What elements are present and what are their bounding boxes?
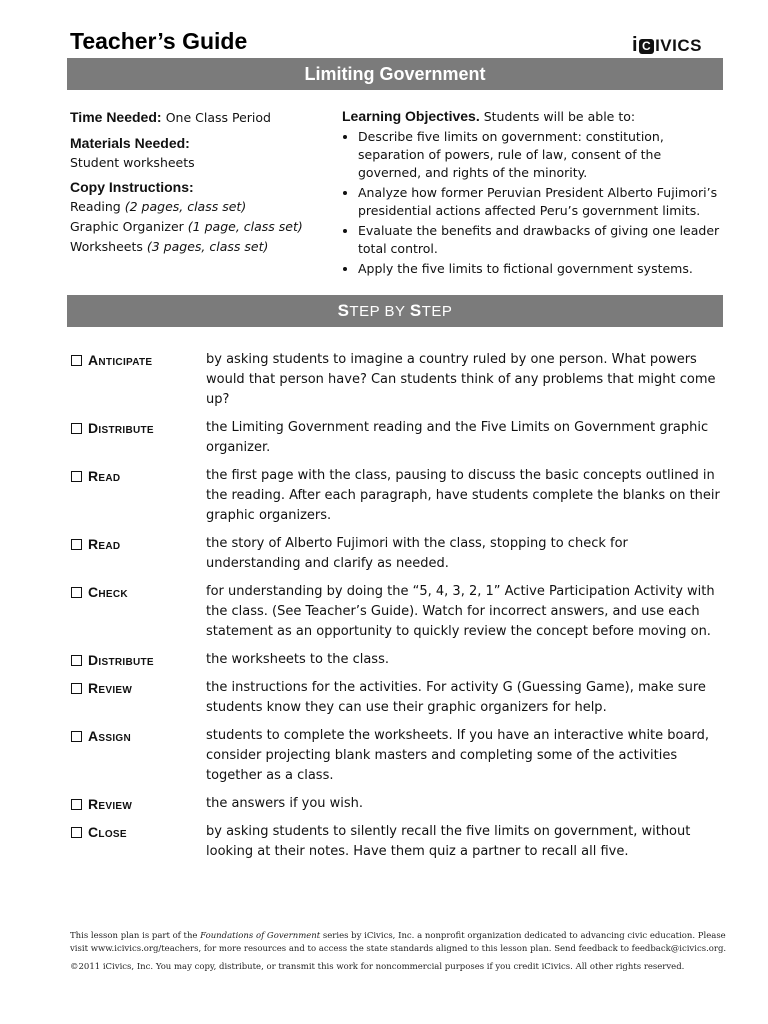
- checkbox-icon[interactable]: [71, 355, 82, 366]
- footer-copyright: ©2011 iCivics, Inc. You may copy, distribute, or transmit this work for noncommercial purposes if you credit iCivics. All other rights reserved.: [70, 962, 685, 972]
- checkbox-icon[interactable]: [71, 655, 82, 666]
- checkbox-icon[interactable]: [71, 731, 82, 742]
- banner-word: TEP: [421, 303, 453, 320]
- copy-item: [70, 237, 320, 257]
- objective-item: • Analyze how former Peruvian President Alberto Fujimori’s presidential actions affected Peru’s government limits.: [358, 184, 727, 220]
- time-value: One Class Period: [165, 110, 271, 125]
- step-verb: [70, 582, 206, 642]
- checkbox-icon[interactable]: [71, 827, 82, 838]
- objectives-label: Learning Objectives.: [342, 108, 480, 124]
- objectives-heading: [342, 107, 727, 126]
- step-description: the answers if you wish.: [206, 796, 364, 811]
- step-row: [70, 678, 730, 718]
- checkbox-icon[interactable]: [71, 423, 82, 434]
- footer-text: This lesson plan is part of the: [70, 931, 201, 941]
- copy-item: [70, 217, 320, 237]
- copy-item-detail: (1 page, class set): [187, 219, 303, 234]
- overview-column: [70, 107, 320, 261]
- copy-item-name: Worksheets: [70, 239, 143, 254]
- checkbox-icon[interactable]: [71, 539, 82, 550]
- copy-item-detail: (3 pages, class set): [146, 239, 269, 254]
- banner-word: TEP BY: [349, 303, 410, 320]
- step-verb-label: Anticipate: [88, 352, 153, 368]
- step-verb: [70, 726, 206, 786]
- step-row: [70, 650, 730, 670]
- objective-item: • Evaluate the benefits and drawbacks of giving one leader total control.: [358, 222, 727, 258]
- copy-item-name: Graphic Organizer: [70, 219, 184, 234]
- step-description: for understanding by doing the “5, 4, 3, 2, 1” Active Participation Activity with the class. (See Teacher’s Guide). Watch for incorrect answers, and use each statement as an opportunity to quickly review the concept before moving on.: [206, 584, 715, 639]
- step-verb: [70, 678, 206, 718]
- logo-c-badge: C: [639, 39, 654, 54]
- step-verb-label: Review: [88, 680, 133, 696]
- step-description: the Limiting Government reading and the Five Limits on Government graphic organizer.: [206, 420, 709, 455]
- copy-label: Copy Instructions:: [70, 179, 194, 195]
- logo-suffix: IVICS: [655, 36, 702, 55]
- footer-series: Foundations of Government: [200, 931, 321, 941]
- copy-item-detail: (2 pages, class set): [124, 199, 247, 214]
- footer-about: [70, 930, 730, 956]
- step-verb-label: Assign: [88, 728, 132, 744]
- logo-prefix: i: [632, 34, 639, 56]
- step-row: [70, 582, 730, 642]
- step-verb: [70, 650, 206, 670]
- copy-item-name: Reading: [70, 199, 121, 214]
- step-verb-label: Review: [88, 796, 133, 812]
- step-verb: [70, 350, 206, 410]
- lesson-title-banner: Limiting Government: [67, 58, 723, 90]
- step-row: [70, 418, 730, 458]
- step-description: the story of Alberto Fujimori with the class, stopping to check for understanding and clarify as needed.: [206, 536, 628, 571]
- objectives-column: [342, 107, 727, 280]
- checkbox-icon[interactable]: [71, 587, 82, 598]
- checkbox-icon[interactable]: [71, 799, 82, 810]
- materials-label: Materials Needed:: [70, 135, 190, 151]
- step-row: [70, 534, 730, 574]
- objective-item: • Describe five limits on government: constitution, separation of powers, rule of law, consent of the governed, and rights of the minority.: [358, 128, 727, 182]
- step-row: [70, 350, 730, 410]
- icivics-logo: [632, 34, 702, 57]
- step-verb-label: Distribute: [88, 652, 154, 668]
- step-description: the first page with the class, pausing to discuss the basic concepts outlined in the reading. After each paragraph, have students complete the blanks on their graphic organizers.: [206, 468, 720, 523]
- step-verb: [70, 466, 206, 526]
- step-verb: [70, 822, 206, 862]
- footer: [70, 930, 730, 979]
- step-description: students to complete the worksheets. If you have an interactive white board, consider projecting blank masters and completing some of the activities together as a class.: [206, 728, 709, 783]
- step-verb-label: Distribute: [88, 420, 154, 436]
- step-row: [70, 794, 730, 814]
- step-verb-label: Read: [88, 536, 121, 552]
- step-row: [70, 726, 730, 786]
- page-title: Teacher’s Guide: [70, 28, 248, 54]
- objectives-list: [342, 128, 727, 278]
- step-verb-label: Read: [88, 468, 121, 484]
- step-description: the worksheets to the class.: [206, 652, 389, 667]
- copy-item: [70, 197, 320, 217]
- materials-value: Student worksheets: [70, 155, 195, 170]
- materials-needed: [70, 133, 320, 173]
- step-description: the instructions for the activities. For activity G (Guessing Game), make sure students know they can use their graphic organizers for help.: [206, 680, 706, 715]
- footer-text: series by iCivics, Inc. a nonprofit organization dedicated to advancing civic education. Please visit www.icivics.org/teachers, for more resources and to access the state standards aligned to this lesson plan. Send feedback to feedback@icivics.org.: [70, 931, 727, 954]
- step-row: [70, 822, 730, 862]
- step-verb: [70, 418, 206, 458]
- banner-cap: S: [337, 301, 350, 320]
- step-verb-label: Check: [88, 584, 128, 600]
- step-row: [70, 466, 730, 526]
- step-verb: [70, 534, 206, 574]
- objectives-intro: Students will be able to:: [479, 109, 636, 124]
- step-by-step-banner: [67, 295, 723, 327]
- checkbox-icon[interactable]: [71, 471, 82, 482]
- step-description: by asking students to silently recall the five limits on government, without looking at their notes. Have them quiz a partner to recall all five.: [206, 824, 691, 859]
- time-label: Time Needed:: [70, 109, 162, 125]
- time-needed: [70, 107, 320, 129]
- steps-list: [70, 350, 730, 870]
- copy-instructions: [70, 177, 320, 257]
- step-verb-label: Close: [88, 824, 127, 840]
- checkbox-icon[interactable]: [71, 683, 82, 694]
- objective-item: • Apply the five limits to fictional government systems.: [358, 260, 727, 278]
- banner-cap: S: [409, 301, 422, 320]
- step-verb: [70, 794, 206, 814]
- step-description: by asking students to imagine a country ruled by one person. What powers would that person have? Can students think of any problems that might come up?: [206, 352, 716, 407]
